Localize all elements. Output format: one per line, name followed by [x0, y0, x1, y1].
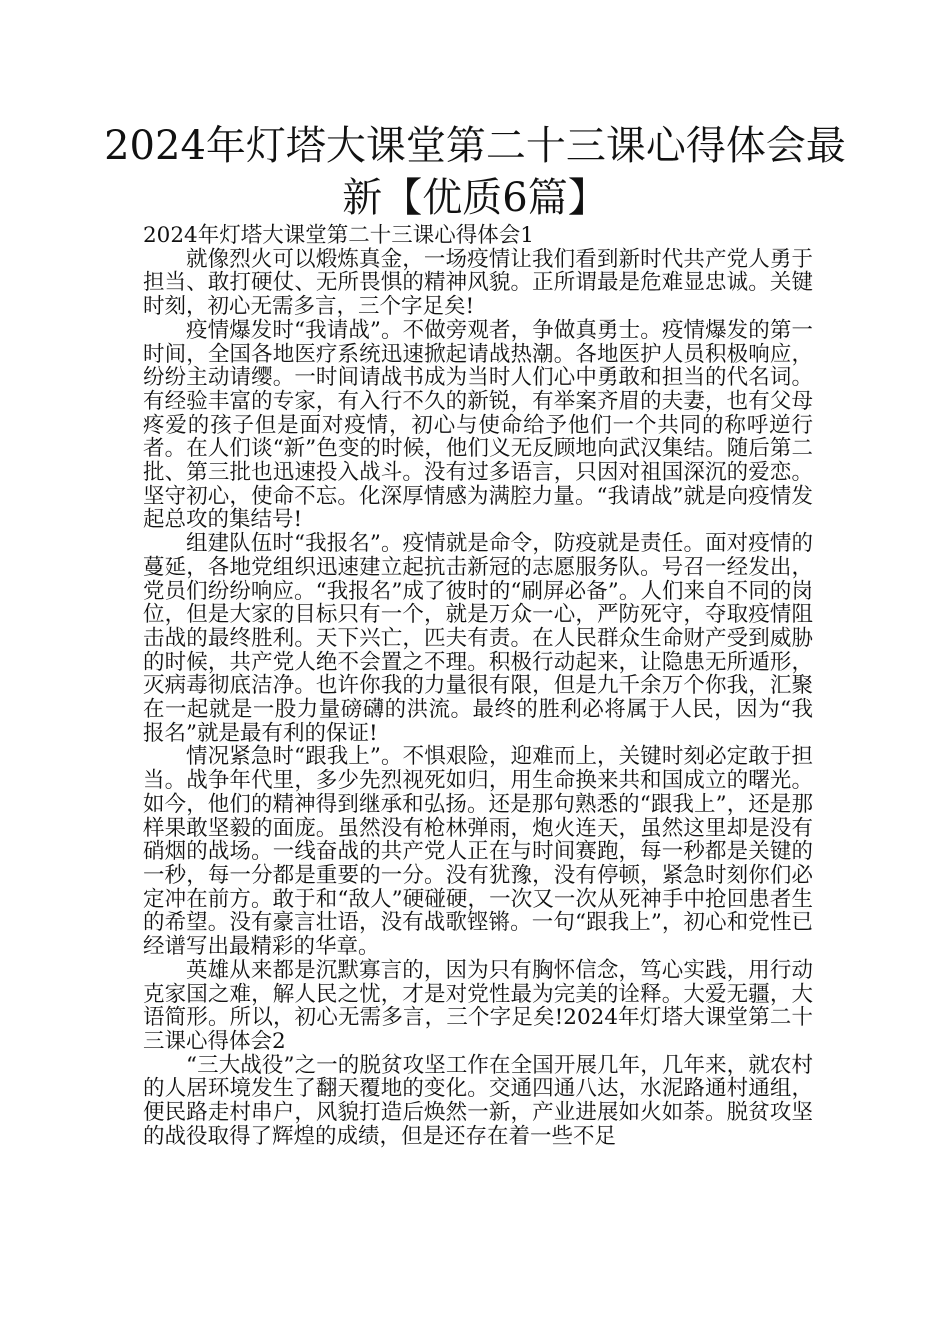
paragraph-1: 就像烈火可以煅炼真金，一场疫情让我们看到新时代共产党人勇于担当、敢打硬仗、无所畏惧的精神风貌。正所谓最是危难显忠诚。关键时刻，初心无需多言，三个字足矣!	[143, 246, 813, 320]
paragraph-2: 疫情爆发时“我请战”。不做旁观者，争做真勇士。疫情爆发的第一时间，全国各地医疗系统迅速掀起请战热潮。各地医护人员积极响应，纷纷主动请缨。一时间请战书成为当时人们心中勇敢和担当的代名词。有经验丰富的专家，有入行不久的新锐，有举案齐眉的夫妻，也有父母疼爱的孩子但是面对疫情，初心与使命给予他们一个共同的称呼逆行者。在人们谈“新”色变的时候，他们义无反顾地向武汉集结。随后第二批、第三批也迅速投入战斗。没有过多语言，只因对祖国深沉的爱恋。坚守初心，使命不忘。化深厚情感为满腔力量。“我请战”就是向疫情发起总攻的集结号!	[143, 317, 813, 533]
paragraph-3: 组建队伍时“我报名”。疫情就是命令，防疫就是责任。面对疫情的蔓延，各地党组织迅速建立起抗击新冠的志愿服务队。号召一经发出，党员们纷纷响应。“我报名”成了彼时的“刷屏必备”。人们来自不同的岗位，但是大家的目标只有一个，就是万众一心，严防死守，夺取疫情阻击战的最终胜利。天下兴亡，匹夫有责。在人民群众生命财产受到威胁的时候，共产党人绝不会置之不理。积极行动起来，让隐患无所遁形，灭病毒彻底洁净。也许你我的力量很有限，但是九千余万个你我，汇聚在一起就是一股力量磅礴的洪流。最终的胜利必将属于人民，因为“我报名”就是最有利的保证!	[143, 531, 813, 746]
section-heading-1: 2024年灯塔大课堂第二十三课心得体会1	[143, 223, 534, 248]
document-title: 2024年灯塔大课堂第二十三课心得体会最新【优质6篇】	[104, 123, 846, 221]
document-body	[143, 224, 813, 1148]
paragraph-4: 情况紧急时“跟我上”。不惧艰险，迎难而上，关键时刻必定敢于担当。战争年代里，多少先烈视死如归，用生命换来共和国成立的曙光。如今，他们的精神得到继承和弘扬。还是那句熟悉的“跟我上”，还是那样果敢坚毅的面庞。虽然没有枪林弹雨，炮火连天，虽然这里却是没有硝烟的战场。一线奋战的共产党人正在与时间赛跑，每一秒都是关键的一秒，每一分都是重要的一分。没有犹豫，没有停顿，紧急时刻你们必定冲在前方。敢于和“敌人”硬碰硬，一次又一次从死神手中抢回患者生的希望。没有豪言壮语，没有战歌铿锵。一句“跟我上”，初心和党性已经谱写出最精彩的华章。	[143, 744, 813, 960]
paragraph-6: “三大战役”之一的脱贫攻坚工作在全国开展几年，几年来，就农村的人居环境发生了翻天覆地的变化。交通四通八达，水泥路通村通组，便民路走村串户，风貌打造后焕然一新，产业进展如火如荼。脱贫攻坚的战役取得了辉煌的成绩，但是还存在着一些不足	[143, 1052, 813, 1149]
paragraph-5: 英雄从来都是沉默寡言的，因为只有胸怀信念，笃心实践，用行动克家国之难，解人民之忧，才是对党性最为完美的诠释。大爱无疆，大语简形。所以，初心无需多言，三个字足矣!2024年灯塔大课堂第二十三课心得体会2	[143, 957, 813, 1054]
